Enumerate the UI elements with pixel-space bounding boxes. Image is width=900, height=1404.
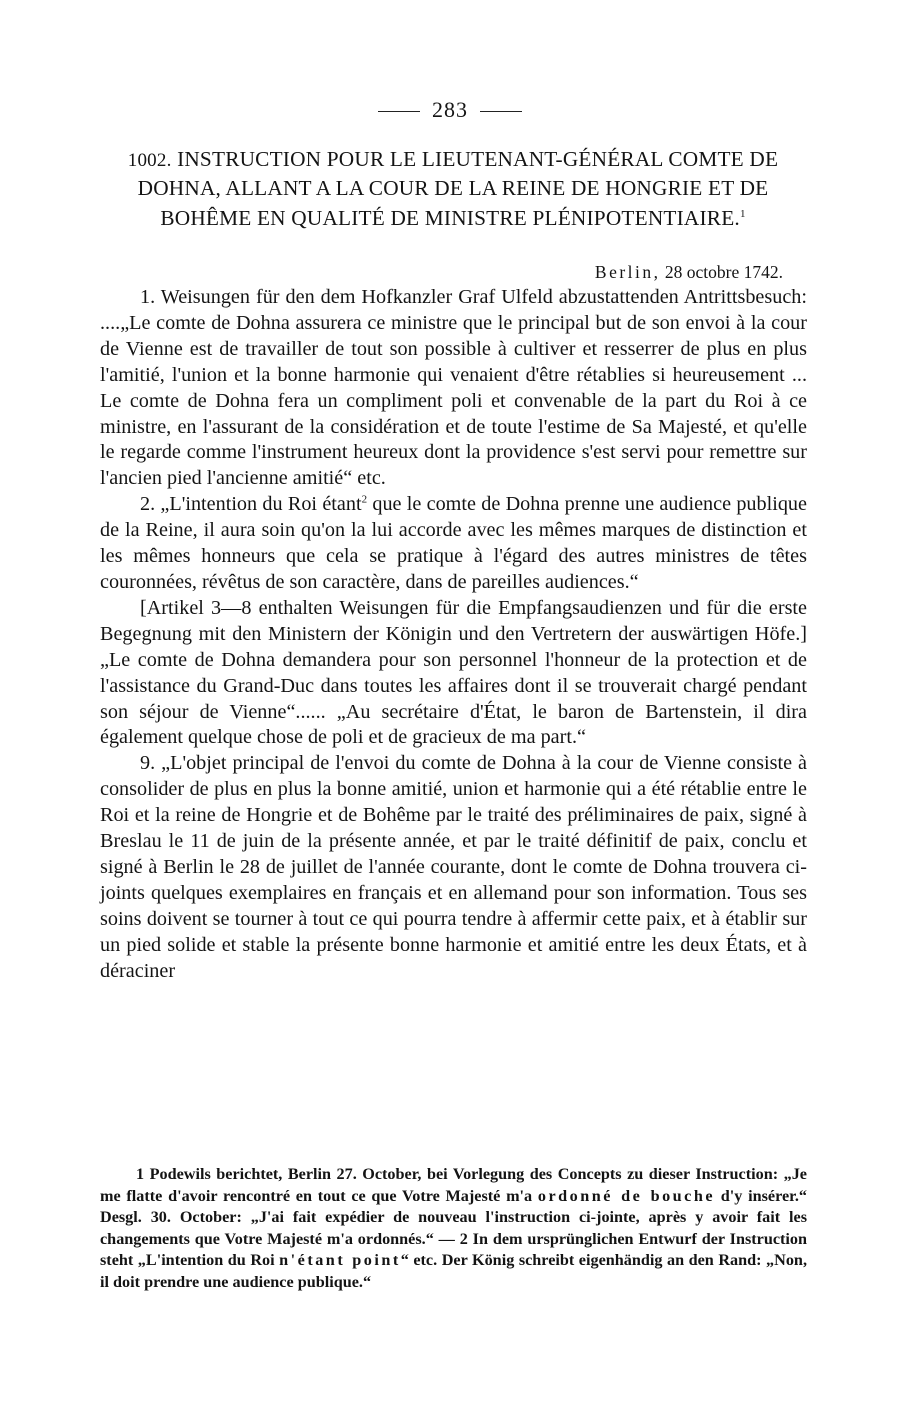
paragraph-2-text-b: que le comte de Dohna prenne une audience publique de la Reine, il aura soin qu'on la lui accorde avec les mêmes marques de distinction et les mêmes honneurs que cela se pratique à l'égard des autres ministres de têtes couronnées, révêtus de son caractère, dans de pareilles audiences.“ [100,493,807,593]
footnotes [100,1164,807,1294]
document-heading [100,146,806,232]
dateline [100,262,783,283]
body-text [100,285,807,984]
right-dash [480,111,522,112]
footnote-text-c: “ etc. Der König schreibt eigenhändig an den Rand: „Non, il doit prendre une audience publique.“ [100,1251,807,1291]
paragraph-3-text: [Artikel 3—8 enthalten Weisungen für die Empfangsaudienzen und für die erste Begegnung mit den Ministern der Königin und den Vertretern der auswärtigen Höfe.] „Le comte de Dohna demandera pour son personnel l'honneur de la protection et de l'assistance du Grand-Duc dans toutes les affaires dont il se trouverait chargé pendant son séjour de Vienne“...... „Au secrétaire d'État, le baron de Bartenstein, il dira également quelque chose de poli et de gracieux de ma part.“ [100,596,807,749]
document-number: 1002. [127,150,172,171]
dateline-date: 28 octobre 1742. [664,262,783,282]
paragraph-1-text: 1. Weisungen für den dem Hofkanzler Graf Ulfeld abzustattenden Antrittsbesuch: ....„Le comte de Dohna assurera ce ministre que le principal but de son envoi à la cour de Vienne est de travailler de tout son possible à cultiver et resserrer de plus en plus l'amitié, l'union et la bonne harmonie qui venaient d'être rétablies si heureusement ... Le comte de Dohna fera un compliment poli et convenable de la part du Roi à ce ministre, en l'assurant de la considération et de toute l'estime de Sa Majesté, et qu'elle le regarde comme l'instrument heureux dont la providence s'est servi pour remettre sur l'ancien pied l'ancienne amitié“ etc. [100,286,807,490]
paragraph-4 [100,751,807,984]
footnote-spaced-a: ordonné de bouche [537,1186,716,1205]
paragraph-1 [100,285,807,492]
paragraph-3 [100,596,807,751]
left-dash [378,111,420,112]
page-number-text: 283 [432,97,468,122]
paragraph-4-text: 9. „L'objet principal de l'envoi du comte de Dohna à la cour de Vienne consiste à consolider de plus en plus la bonne amitié, union et harmonie qui a été rétablie entre le Roi et la reine de Hongrie et de Bohême par le traité des préliminaires de paix, signé à Breslau le 11 de juin de la présente année, et par le traité définitif de paix, conclu et signé à Berlin le 28 de juillet de l'année courante, dont le comte de Dohna trouvera ci-joints quelques exemplaires en français et en allemand pour son information. Tous ses soins doivent se tourner à tout ce qui pourra tendre à affermir cette paix, et à établir sur un pied solide et stable la présente bonne harmonie et amitié entre les deux États, et à déraciner [100,752,807,982]
paragraph-2-text-a: 2. „L'intention du Roi étant [140,493,362,516]
footnote-text-b: d'y insérer.“ Desgl. 30. October: „J'ai fait expédier de nouveau l'instruction ci-jointe, après y avoir fait les changements que Votre Majesté m'a ordonnés.“ — 2 In dem ursprünglichen Entwurf der Instruction steht „L'intention du Roi [100,1186,808,1270]
footnote-text-a: 1 Podewils berichtet, Berlin 27. October, bei Vorlegung des Concepts zu dieser Instruction: „Je me flatte d'avoir rencontré en tout ce que Votre Majesté m'a [100,1165,807,1205]
footnote-spaced-b: n'étant point [279,1251,401,1270]
paragraph-2-footnote-mark: 2 [361,493,368,506]
page-number [0,97,900,123]
document-title: INSTRUCTION POUR LE LIEUTENANT-GÉNÉRAL COMTE DE DOHNA, ALLANT A LA COUR DE LA REINE DE HONGRIE ET DE BOHÊME EN QUALITÉ DE MINISTRE PLÉNIPOTENTIAIRE. [137,147,779,231]
paragraph-2 [100,492,807,596]
heading-footnote-mark: 1 [739,208,746,220]
dateline-place: Berlin, [594,262,661,282]
footnote-block [100,1164,807,1294]
